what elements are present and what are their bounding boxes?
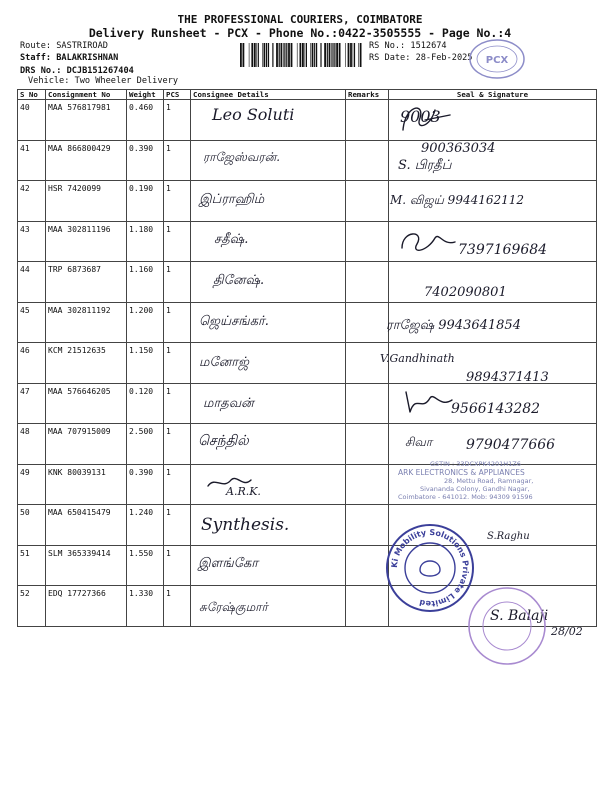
barcode-bar <box>276 43 278 67</box>
consignee-hand-47: மாதவன் <box>203 396 254 411</box>
signature-hand-42: M. விஜய் 9944162112 <box>390 193 525 207</box>
barcode-bar <box>354 43 355 67</box>
cell-sno: 51 <box>18 545 46 586</box>
cell-consignment-no: KNK 80039131 <box>46 464 127 505</box>
round-seal-stamp <box>466 585 548 667</box>
cell-sno: 52 <box>18 586 46 627</box>
signature-hand-50: S.Raghu <box>487 531 530 542</box>
signature-hand-44: 7402090801 <box>424 285 507 300</box>
cell-weight: 1.180 <box>127 221 164 262</box>
ark-stamp-line-3: 28, Mettu Road, Ramnagar, <box>444 477 534 485</box>
cell-remarks <box>346 586 389 627</box>
barcode-bar <box>281 43 283 67</box>
barcode-bar <box>283 43 284 67</box>
cell-sno: 49 <box>18 464 46 505</box>
barcode-bar <box>288 43 290 67</box>
col-sno: S No <box>18 90 46 100</box>
cell-remarks <box>346 181 389 222</box>
consignee-hand-42: இப்ராஹிம் <box>199 192 265 207</box>
consignee-hand-40: Leo Soluti <box>212 105 295 124</box>
pcx-stamp-text: PCX <box>485 55 509 66</box>
barcode-bar <box>348 43 350 67</box>
table-row <box>18 262 597 303</box>
cell-pcs: 1 <box>164 383 191 424</box>
svg-text:Ki Mobility Solutions Private <box>390 528 470 608</box>
cell-pcs: 1 <box>164 181 191 222</box>
cell-pcs: 1 <box>164 505 191 546</box>
consignee-hand-50: Synthesis. <box>201 515 290 535</box>
signature-hand-52b: 28/02 <box>551 625 583 638</box>
cell-remarks <box>346 262 389 303</box>
barcode-bar <box>312 43 314 67</box>
cell-sno: 41 <box>18 140 46 181</box>
cell-pcs: 1 <box>164 424 191 465</box>
cell-weight: 1.200 <box>127 302 164 343</box>
barcode-bar <box>306 43 307 67</box>
cell-consignment-no: MAA 302811192 <box>46 302 127 343</box>
cell-pcs: 1 <box>164 343 191 384</box>
consignee-hand-46: மனோஜ் <box>199 355 249 370</box>
barcode-bar <box>360 43 362 67</box>
cell-sno: 47 <box>18 383 46 424</box>
barcode-bar <box>240 43 242 67</box>
table-row <box>18 545 597 586</box>
cell-weight: 1.240 <box>127 505 164 546</box>
cell-remarks <box>346 505 389 546</box>
barcode-bar <box>324 43 326 67</box>
barcode-bar <box>291 43 293 67</box>
company-title: THE PROFESSIONAL COURIERS, COIMBATORE <box>177 13 423 26</box>
cell-weight: 0.390 <box>127 140 164 181</box>
cell-consignment-no: SLM 365339414 <box>46 545 127 586</box>
signature-hand-45: ராஜேஷ் 9943641854 <box>386 318 521 333</box>
barcode-bar <box>310 43 311 67</box>
cell-consignment-no: MAA 707915009 <box>46 424 127 465</box>
col-remarks: Remarks <box>346 90 389 100</box>
signature-scribble-47 <box>400 388 455 418</box>
cell-weight: 1.150 <box>127 343 164 384</box>
cell-weight: 0.460 <box>127 100 164 141</box>
col-pcs: PCS <box>164 90 191 100</box>
cell-weight: 2.500 <box>127 424 164 465</box>
cell-pcs: 1 <box>164 221 191 262</box>
rs-date-label: RS Date: 28-Feb-2025 <box>369 53 473 63</box>
cell-remarks <box>346 464 389 505</box>
barcode-bar <box>266 43 267 67</box>
cell-remarks <box>346 383 389 424</box>
cell-weight: 1.330 <box>127 586 164 627</box>
signature-hand-41b: S. பிரதீப் <box>398 158 452 173</box>
barcode-bar <box>329 43 331 67</box>
rs-no-label: RS No.: 1512674 <box>369 41 447 51</box>
cell-consignment-no: MAA 650415479 <box>46 505 127 546</box>
col-weight: Weight <box>127 90 164 100</box>
cell-consignment-no: TRP 6873687 <box>46 262 127 303</box>
barcode-bar <box>336 43 338 67</box>
vehicle-label: Vehicle: Two Wheeler Delivery <box>28 76 179 86</box>
signature-hand-52a: S. Balaji <box>490 608 549 624</box>
ark-stamp-line-1: GSTIN : 33DCXPK4201H1Z6 <box>430 460 521 468</box>
cell-weight: 0.190 <box>127 181 164 222</box>
barcode-bar <box>358 43 359 67</box>
ark-stamp-line-5: Coimbatore - 641012. Mob: 94309 91596 <box>398 493 533 501</box>
consignee-hand-48: செந்தில் <box>198 433 249 449</box>
col-consignee: Consignee Details <box>191 90 346 100</box>
cell-sno: 46 <box>18 343 46 384</box>
cell-pcs: 1 <box>164 586 191 627</box>
barcode-bar <box>297 43 298 67</box>
signature-hand-47: 9566143282 <box>451 401 541 417</box>
barcode-bar <box>350 43 352 67</box>
barcode-bar <box>279 43 280 67</box>
consignee-hand-45: ஜெய்சங்கர். <box>199 314 269 329</box>
signature-scribble-49 <box>205 474 255 492</box>
cell-consignment-no: HSR 7420099 <box>46 181 127 222</box>
barcode-bar <box>332 43 333 67</box>
cell-consignment-no: EDQ 17727366 <box>46 586 127 627</box>
signature-hand-48a: சிவா <box>405 435 433 449</box>
cell-sno: 44 <box>18 262 46 303</box>
runsheet-title: Delivery Runsheet - PCX - Phone No.:0422-3505555 - Page No.:4 <box>88 26 512 40</box>
signature-hand-48b: 9790477666 <box>466 437 556 453</box>
barcode-bar <box>300 43 302 67</box>
barcode-bar <box>327 43 328 67</box>
table-row <box>18 140 597 181</box>
consignee-hand-41: ராஜேஸ்வரன். <box>203 150 281 164</box>
barcode-bar <box>302 43 304 67</box>
signature-scribble-40 <box>395 100 455 140</box>
cell-pcs: 1 <box>164 262 191 303</box>
col-signature: Seal & Signature <box>389 90 597 100</box>
ark-stamp-line-4: Sivananda Colony, Gandhi Nagar, <box>420 485 530 493</box>
signature-hand-46a: V.Gandhinath <box>380 352 455 365</box>
staff-label: Staff: BALAKRISHNAN <box>20 53 119 63</box>
barcode-bar <box>254 43 256 67</box>
cell-remarks <box>346 100 389 141</box>
barcode-bar <box>284 43 285 67</box>
cell-remarks <box>346 140 389 181</box>
table-row <box>18 100 597 141</box>
cell-consignment-no: MAA 302811196 <box>46 221 127 262</box>
consignee-hand-52: சுரேஷ்குமார் <box>199 600 268 614</box>
signature-hand-46b: 9894371413 <box>466 370 549 385</box>
cell-consignment-no: MAA 866800429 <box>46 140 127 181</box>
barcode-bar <box>334 43 335 67</box>
cell-consignment-no: MAA 576817981 <box>46 100 127 141</box>
cell-consignment-no: KCM 21512635 <box>46 343 127 384</box>
cell-weight: 1.550 <box>127 545 164 586</box>
cell-remarks <box>346 302 389 343</box>
cell-pcs: 1 <box>164 545 191 586</box>
consignee-hand-51: இளங்கோ <box>198 556 259 571</box>
barcode-bar <box>286 43 287 67</box>
consignee-hand-44: தினேஷ். <box>213 273 265 288</box>
cell-pcs: 1 <box>164 140 191 181</box>
col-consignment: Consignment No <box>46 90 127 100</box>
cell-remarks <box>346 545 389 586</box>
cell-sno: 43 <box>18 221 46 262</box>
barcode-bar <box>320 43 321 67</box>
cell-remarks <box>346 424 389 465</box>
ki-mobility-stamp <box>384 522 476 614</box>
signature-hand-43: 7397169684 <box>458 242 548 258</box>
barcode-bar <box>249 43 250 67</box>
cell-sno: 48 <box>18 424 46 465</box>
runsheet-table <box>17 89 597 627</box>
barcode-bar <box>262 43 263 67</box>
signature-hand-41a: 900363034 <box>421 141 496 156</box>
barcode-bar <box>243 43 245 67</box>
barcode-bar <box>251 43 253 67</box>
cell-weight: 0.120 <box>127 383 164 424</box>
ki-mobility-stamp-text: Ki Mobility Solutions Private Limited <box>389 527 471 609</box>
consignee-hand-49: A.R.K. <box>226 485 261 498</box>
barcode-bar <box>339 43 341 67</box>
barcode <box>240 43 362 67</box>
drs-label: DRS No.: DCJB151267404 <box>20 66 134 76</box>
barcode-bar <box>258 43 259 67</box>
cell-pcs: 1 <box>164 464 191 505</box>
barcode-bar <box>345 43 346 67</box>
barcode-bar <box>256 43 257 67</box>
cell-consignment-no: MAA 576646205 <box>46 383 127 424</box>
barcode-bar <box>353 43 354 67</box>
barcode-bar <box>264 43 266 67</box>
table-header-row <box>18 90 597 100</box>
consignee-hand-43: சதீஷ். <box>214 232 249 247</box>
cell-weight: 1.160 <box>127 262 164 303</box>
cell-sno: 45 <box>18 302 46 343</box>
pcx-stamp <box>468 38 526 80</box>
barcode-bar <box>331 43 332 67</box>
cell-pcs: 1 <box>164 302 191 343</box>
cell-sno: 40 <box>18 100 46 141</box>
barcode-bar <box>268 43 269 67</box>
barcode-bar <box>316 43 317 67</box>
cell-sno: 50 <box>18 505 46 546</box>
ark-electronics-stamp <box>398 460 576 522</box>
route-label: Route: SASTRIROAD <box>20 41 108 51</box>
barcode-bar <box>272 43 273 67</box>
signature-scribble-43 <box>397 228 457 258</box>
barcode-bar <box>314 43 315 67</box>
ark-stamp-line-2: ARK ELECTRONICS & APPLIANCES <box>398 468 525 477</box>
cell-weight: 0.390 <box>127 464 164 505</box>
cell-pcs: 1 <box>164 100 191 141</box>
signature-hand-40: 9003 <box>400 107 441 126</box>
cell-remarks <box>346 221 389 262</box>
cell-sno: 42 <box>18 181 46 222</box>
barcode-bar <box>305 43 306 67</box>
